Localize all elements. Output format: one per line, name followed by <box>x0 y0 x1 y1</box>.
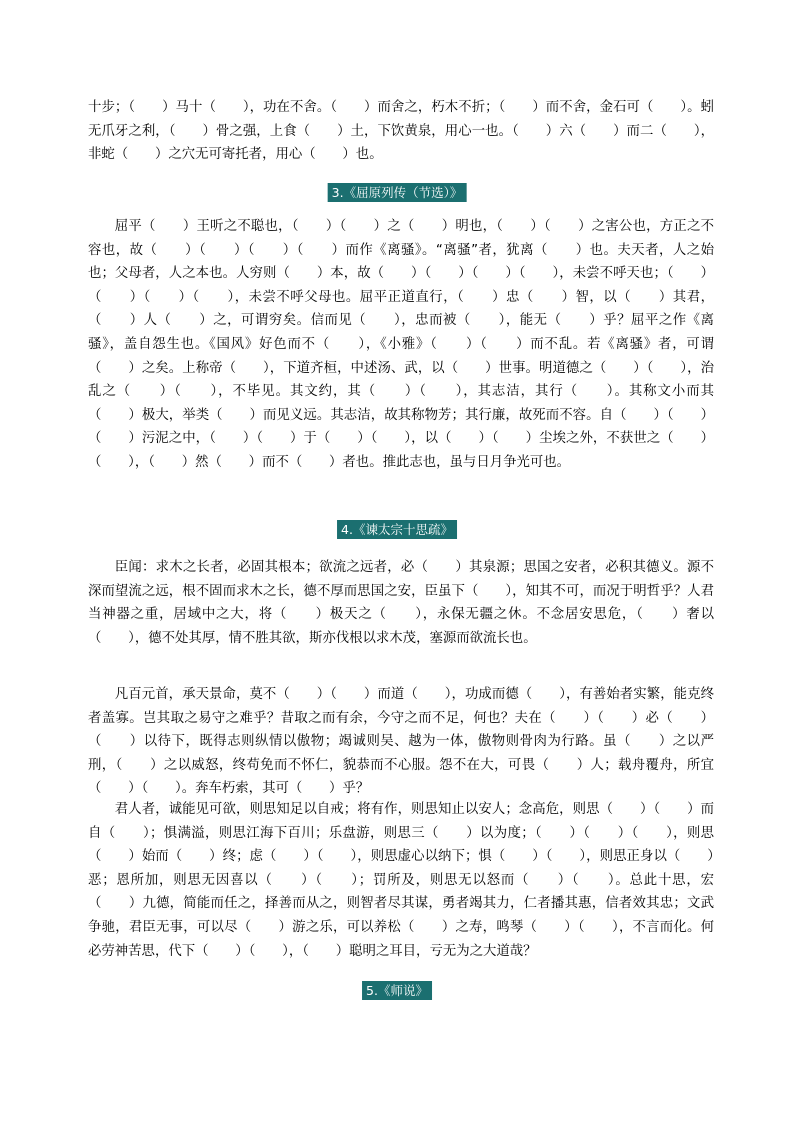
jian-tai-zong-paragraph-1: 臣闻：求木之长者，必固其根本；欲流之远者，必（ ）其泉源；思国之安者，必积其德义。源不深而望流之远，根不固而求木之长，德不厚而思国之安，臣虽下（ ），知其不可，而况于明哲乎？人君当神器之重，居域中之大，将（ ）极天之（ ），永保无疆之休。不念居安思危，（ ）奢以（ ），德不处其厚，情不胜其欲，斯亦伐根以求木茂，塞源而欲流长也。 <box>88 560 714 646</box>
section-heading-qu-yuan: 3.《屈原列传（节选）》 <box>328 183 467 202</box>
section-heading-jian-tai-zong: 4.《谏太宗十思疏》 <box>337 520 457 539</box>
quanxue-fill-paragraph: 十步；（ ）马十（ ），功在不舍。（ ）而舍之，朽木不折；（ ）而不舍，金石可（ ）。蚓无爪牙之利，（ ）骨之强，上食（ ）土，下饮黄泉，用心一也。（ ）六（ ）而二（ ），非蛇（ ）之穴无可寄托者，用心（ ）也。 <box>88 100 714 163</box>
qu-yuan-fill-paragraph: 屈平（ ）王听之不聪也，（ ）（ ）之（ ）明也，（ ）（ ）之害公也，方正之不容也，故（ ）（ ）（ ）（ ）而作《离骚》。“离骚”者，犹离（ ）也。夫天者，人之始也；父母者，人之本也。人穷则（ ）本，故（ ）（ ）（ ）（ ），未尝不呼天也；（ ）（ ）（ ）（ ），未尝不呼父母也。屈平正道直行，（ ）忠（ ）智，以（ ）其君，（ ）人（ ）之，可谓穷矣。信而见（ ），忠而被（ ），能无（ ）乎？屈平之作《离骚》，盖自怨生也。《国风》好色而不（ ），《小雅》（ ）（ ）而不乱。若《离骚》者，可谓（ ）之矣。上称帝（ ），下道齐桓，中述汤、武，以（ ）世事。明道德之（ ）（ ），治乱之（ ）（ ），不毕见。其文约，其（ ）（ ），其志洁，其行（ ）。其称文小而其（ ）极大，举类（ ）而见义远。其志洁，故其称物芳；其行廉，故死而不容。自（ ）（ ）（ ）污泥之中，（ ）（ ）于（ ）（ ），以（ ）（ ）尘埃之外，不获世之（ ）（ ），（ ）然（ ）而不（ ）者也。推此志也，虽与日月争光可也。 <box>88 219 714 470</box>
section-heading-shi-shuo: 5.《师说》 <box>362 981 432 1000</box>
jian-tai-zong-paragraph-3: 君人者，诚能见可欲，则思知足以自戒；将有作，则思知止以安人；念高危，则思（ ）（ ）而自（ ）；惧满溢，则思江海下百川；乐盘游，则思三（ ）以为度；（ ）（ ）（ ），则思（ ）始而（ ）终；虑（ ）（ ），则思虚心以纳下；惧（ ）（ ），则思正身以（ ）恶；恩所加，则思无因喜以（ ）（ ）；罚所及，则思无以怒而（ ）（ ）。总此十思，宏（ ）九德，简能而任之，择善而从之，则智者尽其谋，勇者竭其力，仁者播其惠，信者效其忠；文武争驰，君臣无事，可以尽（ ）游之乐，可以养松（ ）之寿，鸣琴（ ）（ ），不言而化。何必劳神苦思，代下（ ）（ ），（ ）聪明之耳目，亏无为之大道哉？ <box>88 802 714 959</box>
jian-tai-zong-paragraph-2: 凡百元首，承天景命，莫不（ ）（ ）而道（ ），功成而德（ ），有善始者实繁，能克终者盖寡。岂其取之易守之难乎？昔取之而有余，今守之而不足，何也？夫在（ ）（ ）必（ ）（ ）以待下，既得志则纵情以傲物；竭诚则吴、越为一体，傲物则骨肉为行路。虽（ ）之以严刑，（ ）之以威怒，终苟免而不怀仁，貌恭而不心服。怨不在大，可畏（ ）人；载舟覆舟，所宜（ ）（ ）。奔车朽索，其可（ ）乎？ <box>88 687 714 797</box>
